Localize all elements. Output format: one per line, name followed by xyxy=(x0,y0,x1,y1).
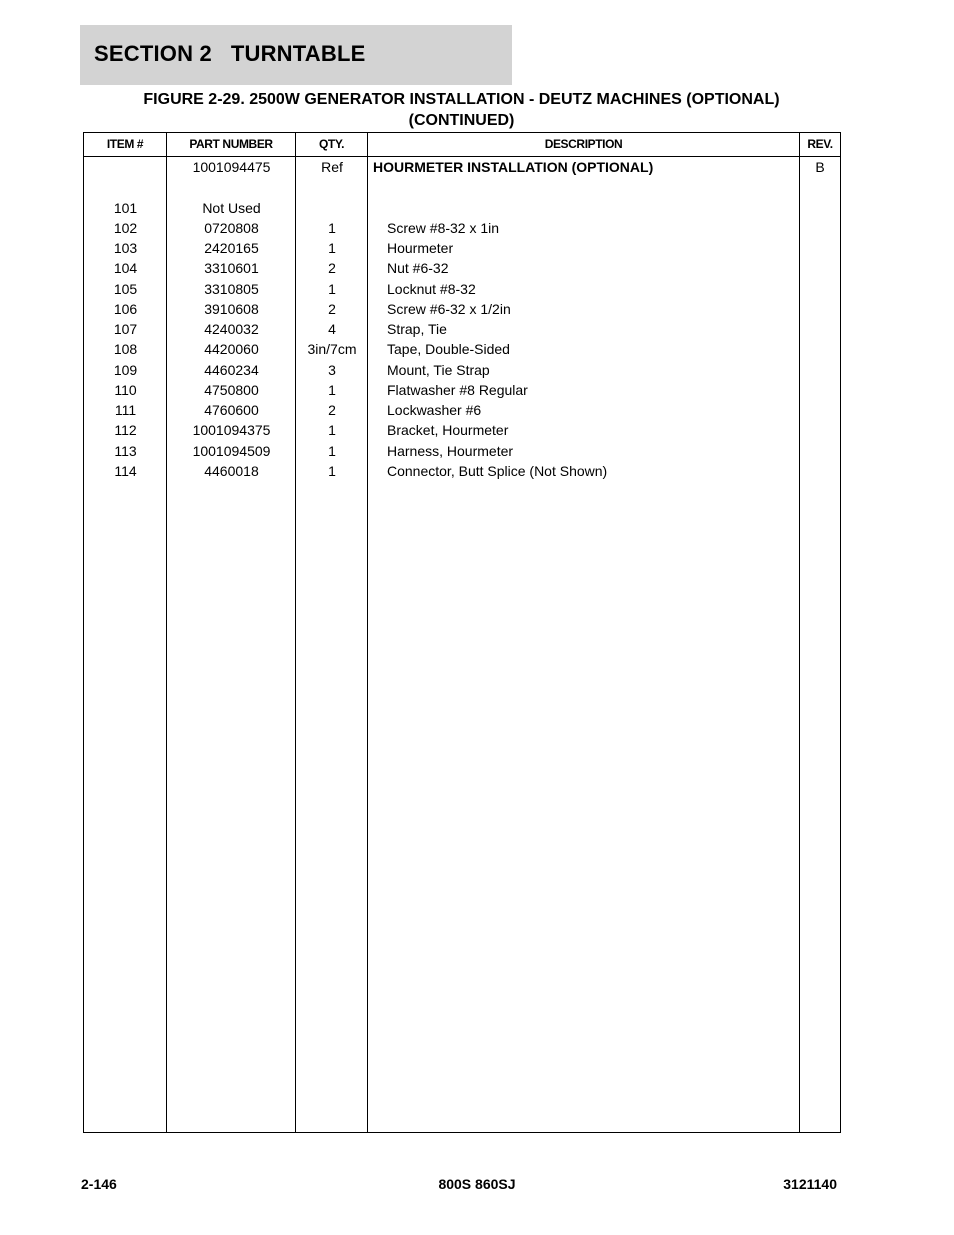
item-cell: 110 xyxy=(114,381,137,398)
part-number-cell: 4460018 xyxy=(204,462,259,479)
part-number-cell: 3910608 xyxy=(204,300,259,317)
table-row xyxy=(84,198,840,218)
item-cell: 104 xyxy=(113,260,138,277)
table-row xyxy=(84,441,840,461)
description-cell: Tape, Double-Sided xyxy=(387,341,510,358)
section-title: SECTION 2 TURNTABLE xyxy=(94,41,366,66)
header-part-number: PART NUMBER xyxy=(189,137,273,151)
part-number-cell: 2420165 xyxy=(204,240,259,256)
part-number-cell: 0720808 xyxy=(204,219,259,236)
description-cell: Locknut #8-32 xyxy=(387,280,476,297)
part-number-cell: 3310601 xyxy=(204,260,259,277)
table-row xyxy=(84,218,840,238)
part-number-cell: 3310805 xyxy=(204,280,259,297)
table-row xyxy=(84,400,840,420)
qty-cell: Ref xyxy=(321,159,343,175)
part-number-cell: 4750800 xyxy=(204,381,259,398)
description-cell: Flatwasher #8 Regular xyxy=(387,381,528,398)
page-number: 2-146 xyxy=(81,1176,117,1192)
qty-cell: 1 xyxy=(328,381,336,398)
qty-cell: 3 xyxy=(328,361,336,378)
header-qty: QTY. xyxy=(318,137,345,151)
figure-title-continued: (CONTINUED) xyxy=(408,112,515,129)
qty-cell: 1 xyxy=(328,442,336,459)
parts-table xyxy=(83,132,841,1133)
description-cell: HOURMETER INSTALLATION (OPTIONAL) xyxy=(373,159,654,175)
item-cell: 105 xyxy=(113,280,138,297)
item-cell: 108 xyxy=(113,341,138,358)
table-row xyxy=(84,420,840,440)
qty-cell: 4 xyxy=(328,321,336,337)
part-number-cell: 4240032 xyxy=(204,321,259,337)
header-description: DESCRIPTION xyxy=(544,137,623,151)
item-cell: 106 xyxy=(113,300,138,317)
item-cell: 107 xyxy=(113,321,138,337)
part-number-cell: 1001094509 xyxy=(192,442,271,459)
table-spacer xyxy=(84,177,840,197)
description-cell: Hourmeter xyxy=(387,240,454,256)
description-cell: Lockwasher #6 xyxy=(387,402,482,418)
table-row-assembly xyxy=(84,157,840,177)
model-name: 800S 860SJ xyxy=(438,1176,516,1192)
item-cell: 109 xyxy=(113,361,138,378)
item-cell: 101 xyxy=(113,199,138,216)
part-rows xyxy=(84,198,840,482)
part-number-cell: 1001094475 xyxy=(192,159,271,175)
description-cell: Harness, Hourmeter xyxy=(387,442,514,459)
item-cell: 114 xyxy=(114,462,137,479)
part-number-cell: 4420060 xyxy=(204,341,259,358)
table-row xyxy=(84,319,840,339)
manual-number: 3121140 xyxy=(783,1176,837,1192)
item-cell: 112 xyxy=(114,422,137,439)
part-number-cell: Not Used xyxy=(202,199,261,216)
description-cell: Connector, Butt Splice (Not Shown) xyxy=(387,462,608,479)
qty-cell: 2 xyxy=(328,402,336,418)
description-cell: Screw #6-32 x 1/2in xyxy=(387,300,511,317)
section-header-band xyxy=(80,25,512,85)
qty-cell: 1 xyxy=(328,280,336,297)
table-row xyxy=(84,238,840,258)
item-cell: 103 xyxy=(113,240,138,256)
header-rev: REV. xyxy=(807,137,833,151)
description-cell: Screw #8-32 x 1in xyxy=(387,219,500,236)
rev-cell: B xyxy=(815,159,825,175)
table-row xyxy=(84,380,840,400)
table-body xyxy=(84,157,840,481)
table-row xyxy=(84,339,840,359)
header-item: ITEM # xyxy=(106,137,144,151)
qty-cell: 2 xyxy=(328,260,336,277)
qty-cell: 1 xyxy=(328,462,336,479)
description-cell: Strap, Tie xyxy=(387,321,447,337)
qty-cell: 1 xyxy=(328,422,336,439)
table-row xyxy=(84,360,840,380)
description-cell: Mount, Tie Strap xyxy=(387,361,490,378)
description-cell: Nut #6-32 xyxy=(387,260,449,277)
qty-cell: 1 xyxy=(328,240,336,256)
part-number-cell: 1001094375 xyxy=(192,422,271,439)
qty-cell: 2 xyxy=(328,300,336,317)
table-row xyxy=(84,258,840,278)
description-cell: Bracket, Hourmeter xyxy=(387,422,509,439)
item-cell: 102 xyxy=(113,219,138,236)
part-number-cell: 4460234 xyxy=(204,361,259,378)
part-number-cell: 4760600 xyxy=(204,402,259,418)
figure-title: FIGURE 2-29. 2500W GENERATOR INSTALLATION - DEUTZ MACHINES (OPTIONAL) xyxy=(143,91,780,108)
item-cell: 113 xyxy=(114,442,137,459)
table-row xyxy=(84,461,840,481)
table-row xyxy=(84,279,840,299)
table-row xyxy=(84,299,840,319)
qty-cell: 3in/7cm xyxy=(307,341,357,358)
item-cell: 111 xyxy=(114,402,137,418)
qty-cell: 1 xyxy=(328,219,336,236)
